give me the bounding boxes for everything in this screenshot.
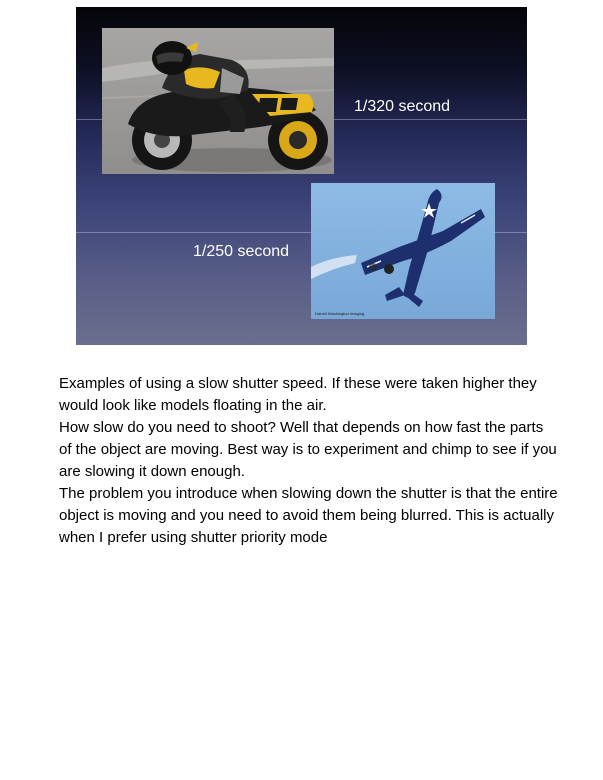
notes-paragraph: How slow do you need to shoot? Well that depends on how fast the parts of the object are moving. Best way is to experiment and chimp to see if you are slowing it down enough. <box>59 419 557 480</box>
motorcycle-photo <box>102 28 334 174</box>
shutter-speed-caption-bottom: 1/250 second <box>193 243 290 260</box>
airplane-photo <box>311 183 495 319</box>
shutter-speed-caption-top: 1/320 second <box>354 98 451 115</box>
photo-watermark: Darrell Washington Imaging <box>315 311 365 316</box>
notes-paragraph: The problem you introduce when slowing down the shutter is that the entire object is moving and you need to avoid them being blurred. This is actually when I prefer using shutter priority mode <box>59 485 558 546</box>
speaker-notes <box>59 373 559 549</box>
notes-paragraph: Examples of using a slow shutter speed. If these were taken higher they would look like models floating in the air. <box>59 375 537 414</box>
slide-image <box>76 7 527 345</box>
